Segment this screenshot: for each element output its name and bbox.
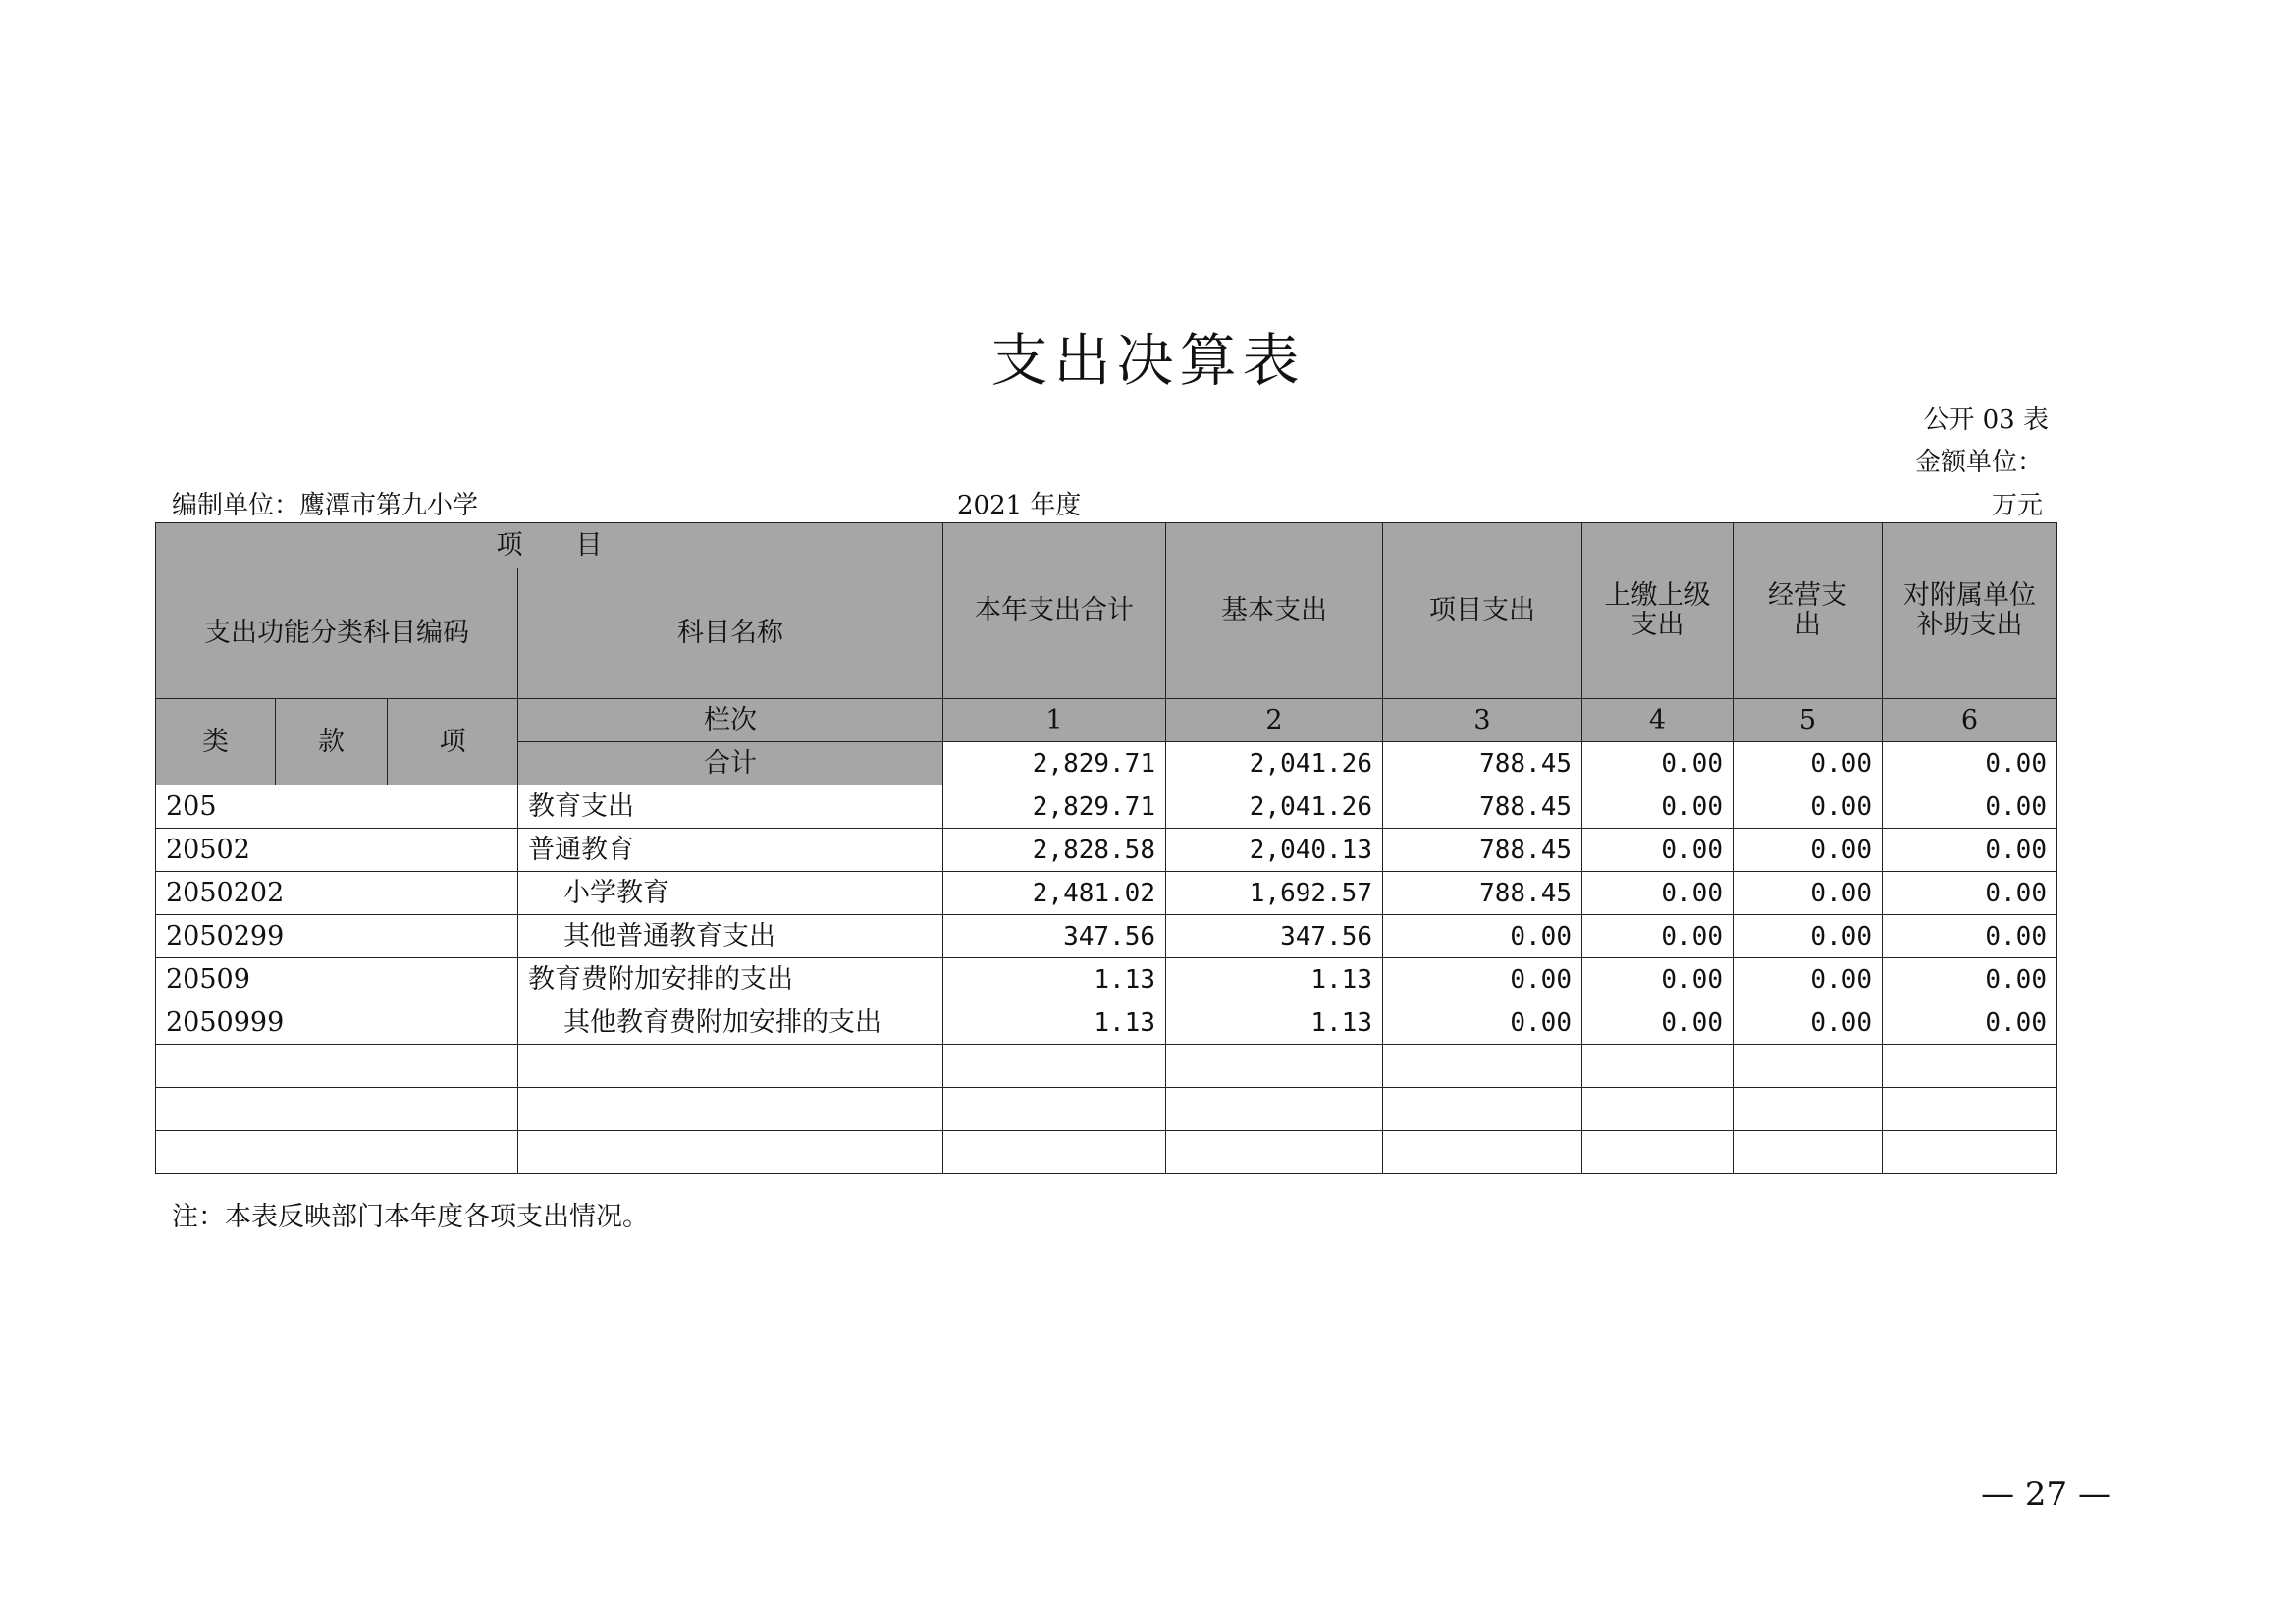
empty-row xyxy=(156,1045,2057,1088)
value-cell: 788.45 xyxy=(1383,829,1582,872)
empty-row xyxy=(156,1088,2057,1131)
value-cell: 0.00 xyxy=(1883,915,2057,958)
table-row xyxy=(156,958,2057,1001)
column-no: 2 xyxy=(1166,699,1383,742)
total-cell: 2,829.71 xyxy=(943,742,1166,785)
value-cell: 0.00 xyxy=(1582,785,1734,829)
subject-code: 2050299 xyxy=(156,915,518,958)
value-cell: 788.45 xyxy=(1383,785,1582,829)
subject-code: 205 xyxy=(156,785,518,829)
header-col-upper: 上缴上级支出 xyxy=(1582,523,1734,699)
expenditure-table xyxy=(155,522,2057,1174)
value-cell: 0.00 xyxy=(1883,872,2057,915)
header-col-basic: 基本支出 xyxy=(1166,523,1383,699)
value-cell: 0.00 xyxy=(1582,915,1734,958)
subject-name: 其他普通教育支出 xyxy=(518,915,943,958)
empty-row xyxy=(156,1131,2057,1174)
header-col-subsidiary: 对附属单位补助支出 xyxy=(1883,523,2057,699)
value-cell: 2,828.58 xyxy=(943,829,1166,872)
amount-unit-value: 万元 xyxy=(1991,491,2043,520)
page-number: — 27 — xyxy=(1981,1475,2111,1514)
subject-code: 2050999 xyxy=(156,1001,518,1045)
total-cell: 2,041.26 xyxy=(1166,742,1383,785)
value-cell: 0.00 xyxy=(1734,1001,1883,1045)
value-cell: 0.00 xyxy=(1883,1001,2057,1045)
value-cell: 0.00 xyxy=(1734,872,1883,915)
value-cell: 0.00 xyxy=(1383,915,1582,958)
table-note: 注：本表反映部门本年度各项支出情况。 xyxy=(172,1202,649,1232)
value-cell: 788.45 xyxy=(1383,872,1582,915)
value-cell: 0.00 xyxy=(1582,829,1734,872)
subject-name: 小学教育 xyxy=(518,872,943,915)
header-code-group: 支出功能分类科目编码 xyxy=(156,568,518,699)
value-cell: 0.00 xyxy=(1734,829,1883,872)
value-cell: 0.00 xyxy=(1582,1001,1734,1045)
value-cell: 2,829.71 xyxy=(943,785,1166,829)
table-row xyxy=(156,785,2057,829)
value-cell: 2,040.13 xyxy=(1166,829,1383,872)
value-cell: 0.00 xyxy=(1883,829,2057,872)
value-cell: 0.00 xyxy=(1883,958,2057,1001)
value-cell: 0.00 xyxy=(1582,872,1734,915)
value-cell: 347.56 xyxy=(943,915,1166,958)
header-column-no-label: 栏次 xyxy=(518,699,943,742)
subject-name: 普通教育 xyxy=(518,829,943,872)
column-no: 1 xyxy=(943,699,1166,742)
compiling-organization: 编制单位：鹰潭市第九小学 xyxy=(172,491,479,520)
value-cell: 1.13 xyxy=(943,1001,1166,1045)
value-cell: 2,041.26 xyxy=(1166,785,1383,829)
value-cell: 1.13 xyxy=(943,958,1166,1001)
header-subject-name: 科目名称 xyxy=(518,568,943,699)
value-cell: 2,481.02 xyxy=(943,872,1166,915)
value-cell: 347.56 xyxy=(1166,915,1383,958)
header-col-project: 项目支出 xyxy=(1383,523,1582,699)
value-cell: 1.13 xyxy=(1166,958,1383,1001)
table-row xyxy=(156,872,2057,915)
total-label: 合计 xyxy=(518,742,943,785)
value-cell: 0.00 xyxy=(1383,1001,1582,1045)
value-cell: 0.00 xyxy=(1734,958,1883,1001)
document-title: 支出决算表 xyxy=(990,327,1306,394)
column-no: 6 xyxy=(1883,699,2057,742)
header-col-operating: 经营支出 xyxy=(1734,523,1883,699)
column-no: 4 xyxy=(1582,699,1734,742)
total-cell: 0.00 xyxy=(1883,742,2057,785)
subject-code: 20502 xyxy=(156,829,518,872)
subject-code: 2050202 xyxy=(156,872,518,915)
column-no: 3 xyxy=(1383,699,1582,742)
total-cell: 788.45 xyxy=(1383,742,1582,785)
value-cell: 0.00 xyxy=(1883,785,2057,829)
header-project: 项 目 xyxy=(156,523,943,568)
header-xiang: 项 xyxy=(388,699,518,785)
form-number: 公开 03 表 xyxy=(1923,406,2049,435)
subject-name: 其他教育费附加安排的支出 xyxy=(518,1001,943,1045)
value-cell: 1.13 xyxy=(1166,1001,1383,1045)
value-cell: 0.00 xyxy=(1734,785,1883,829)
header-col-total: 本年支出合计 xyxy=(943,523,1166,699)
table-row xyxy=(156,829,2057,872)
subject-code: 20509 xyxy=(156,958,518,1001)
header-kuan: 款 xyxy=(276,699,388,785)
column-no: 5 xyxy=(1734,699,1883,742)
table-row xyxy=(156,915,2057,958)
total-cell: 0.00 xyxy=(1582,742,1734,785)
fiscal-year: 2021 年度 xyxy=(957,491,1082,520)
subject-name: 教育费附加安排的支出 xyxy=(518,958,943,1001)
table-row xyxy=(156,1001,2057,1045)
value-cell: 0.00 xyxy=(1383,958,1582,1001)
total-cell: 0.00 xyxy=(1734,742,1883,785)
subject-name: 教育支出 xyxy=(518,785,943,829)
value-cell: 0.00 xyxy=(1734,915,1883,958)
value-cell: 1,692.57 xyxy=(1166,872,1383,915)
header-lei: 类 xyxy=(156,699,276,785)
amount-unit-label: 金额单位： xyxy=(1914,448,2043,477)
value-cell: 0.00 xyxy=(1582,958,1734,1001)
